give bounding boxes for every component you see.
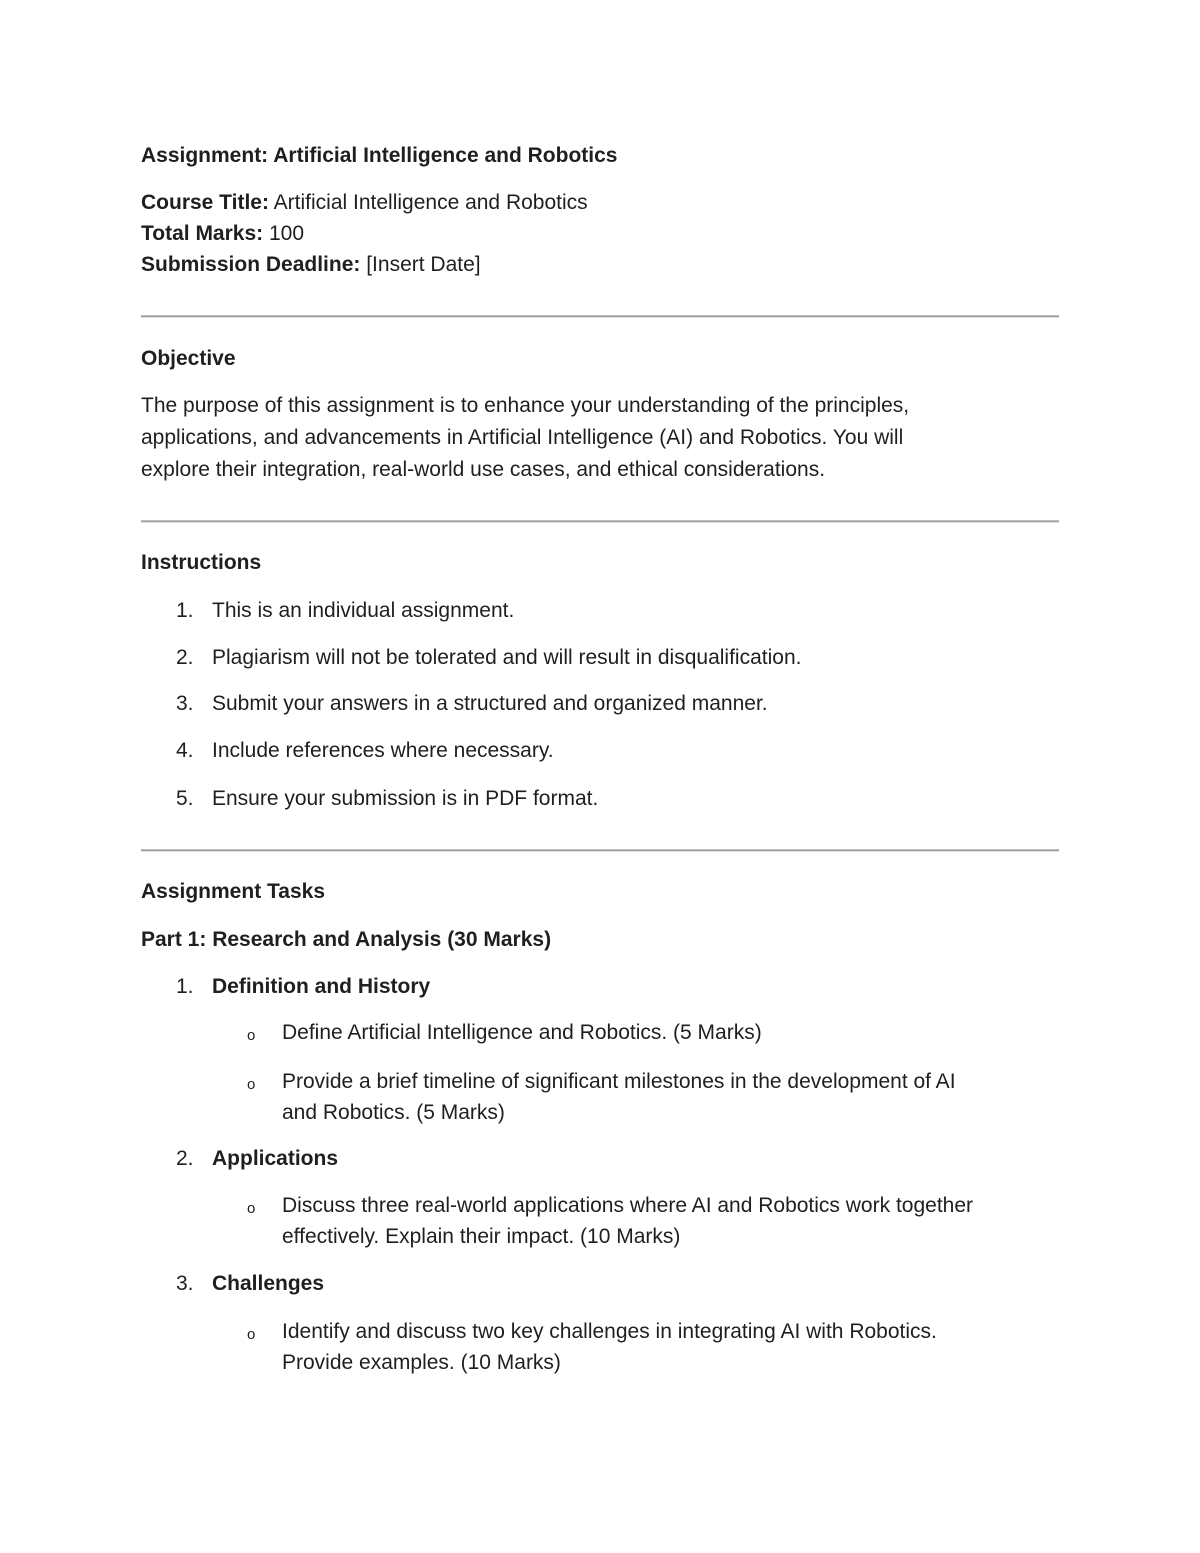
task-title: Challenges: [212, 1272, 325, 1295]
divider: [141, 849, 1059, 852]
task-number: 1.: [176, 975, 194, 998]
subtask-text: [282, 1316, 937, 1378]
list-number: 5.: [176, 787, 194, 810]
list-number: 3.: [176, 692, 194, 715]
part1-heading: Part 1: Research and Analysis (30 Marks): [141, 928, 552, 951]
subtask-line: Provide a brief timeline of significant milestones in the development of AI: [282, 1070, 956, 1093]
subtask-line: effectively. Explain their impact. (10 Marks): [282, 1225, 681, 1248]
page-title: Assignment: Artificial Intelligence and Robotics: [141, 144, 618, 167]
subtask-line: Discuss three real-world applications where AI and Robotics work together: [282, 1194, 974, 1217]
subtask-text: [282, 1190, 973, 1252]
subtask-text: [282, 1017, 762, 1048]
divider: [141, 520, 1059, 523]
list-number: 1.: [176, 599, 194, 622]
tasks-heading: Assignment Tasks: [141, 880, 326, 903]
objective-heading: Objective: [141, 347, 236, 370]
objective-line: explore their integration, real-world use cases, and ethical considerations.: [141, 458, 826, 481]
task-title: Applications: [212, 1147, 339, 1170]
list-text: Ensure your submission is in PDF format.: [212, 787, 599, 810]
total-marks-row: [141, 221, 304, 246]
total-marks-value: 100: [268, 222, 305, 245]
task-number: 3.: [176, 1272, 194, 1295]
instructions-heading: Instructions: [141, 551, 262, 574]
course-title-label: Course Title:: [141, 191, 269, 214]
task-title: Definition and History: [212, 975, 431, 998]
list-number: 2.: [176, 646, 194, 669]
subtask-line: Identify and discuss two key challenges in integrating AI with Robotics.: [282, 1320, 937, 1343]
list-number: 4.: [176, 739, 194, 762]
subtask-text: [282, 1066, 956, 1128]
objective-line: applications, and advancements in Artificial Intelligence (AI) and Robotics. You will: [141, 426, 904, 449]
task-number: 2.: [176, 1147, 194, 1170]
bullet-icon: o: [247, 1027, 256, 1044]
course-title-row: [141, 190, 588, 215]
bullet-icon: o: [247, 1326, 256, 1343]
course-title-value: Artificial Intelligence and Robotics: [273, 191, 588, 214]
submission-deadline-row: [141, 252, 481, 277]
subtask-line: Provide examples. (10 Marks): [282, 1351, 561, 1374]
list-text: Plagiarism will not be tolerated and will result in disqualification.: [212, 646, 802, 669]
submission-deadline-value: [Insert Date]: [366, 253, 481, 276]
bullet-icon: o: [247, 1200, 256, 1217]
list-text: Submit your answers in a structured and organized manner.: [212, 692, 768, 715]
divider: [141, 315, 1059, 318]
list-text: This is an individual assignment.: [212, 599, 515, 622]
subtask-line: and Robotics. (5 Marks): [282, 1101, 505, 1124]
objective-line: The purpose of this assignment is to enhance your understanding of the principles,: [141, 394, 910, 417]
bullet-icon: o: [247, 1076, 256, 1093]
list-text: Include references where necessary.: [212, 739, 554, 762]
total-marks-label: Total Marks:: [141, 222, 264, 245]
submission-deadline-label: Submission Deadline:: [141, 253, 361, 276]
subtask-line: Define Artificial Intelligence and Robotics. (5 Marks): [282, 1021, 762, 1044]
